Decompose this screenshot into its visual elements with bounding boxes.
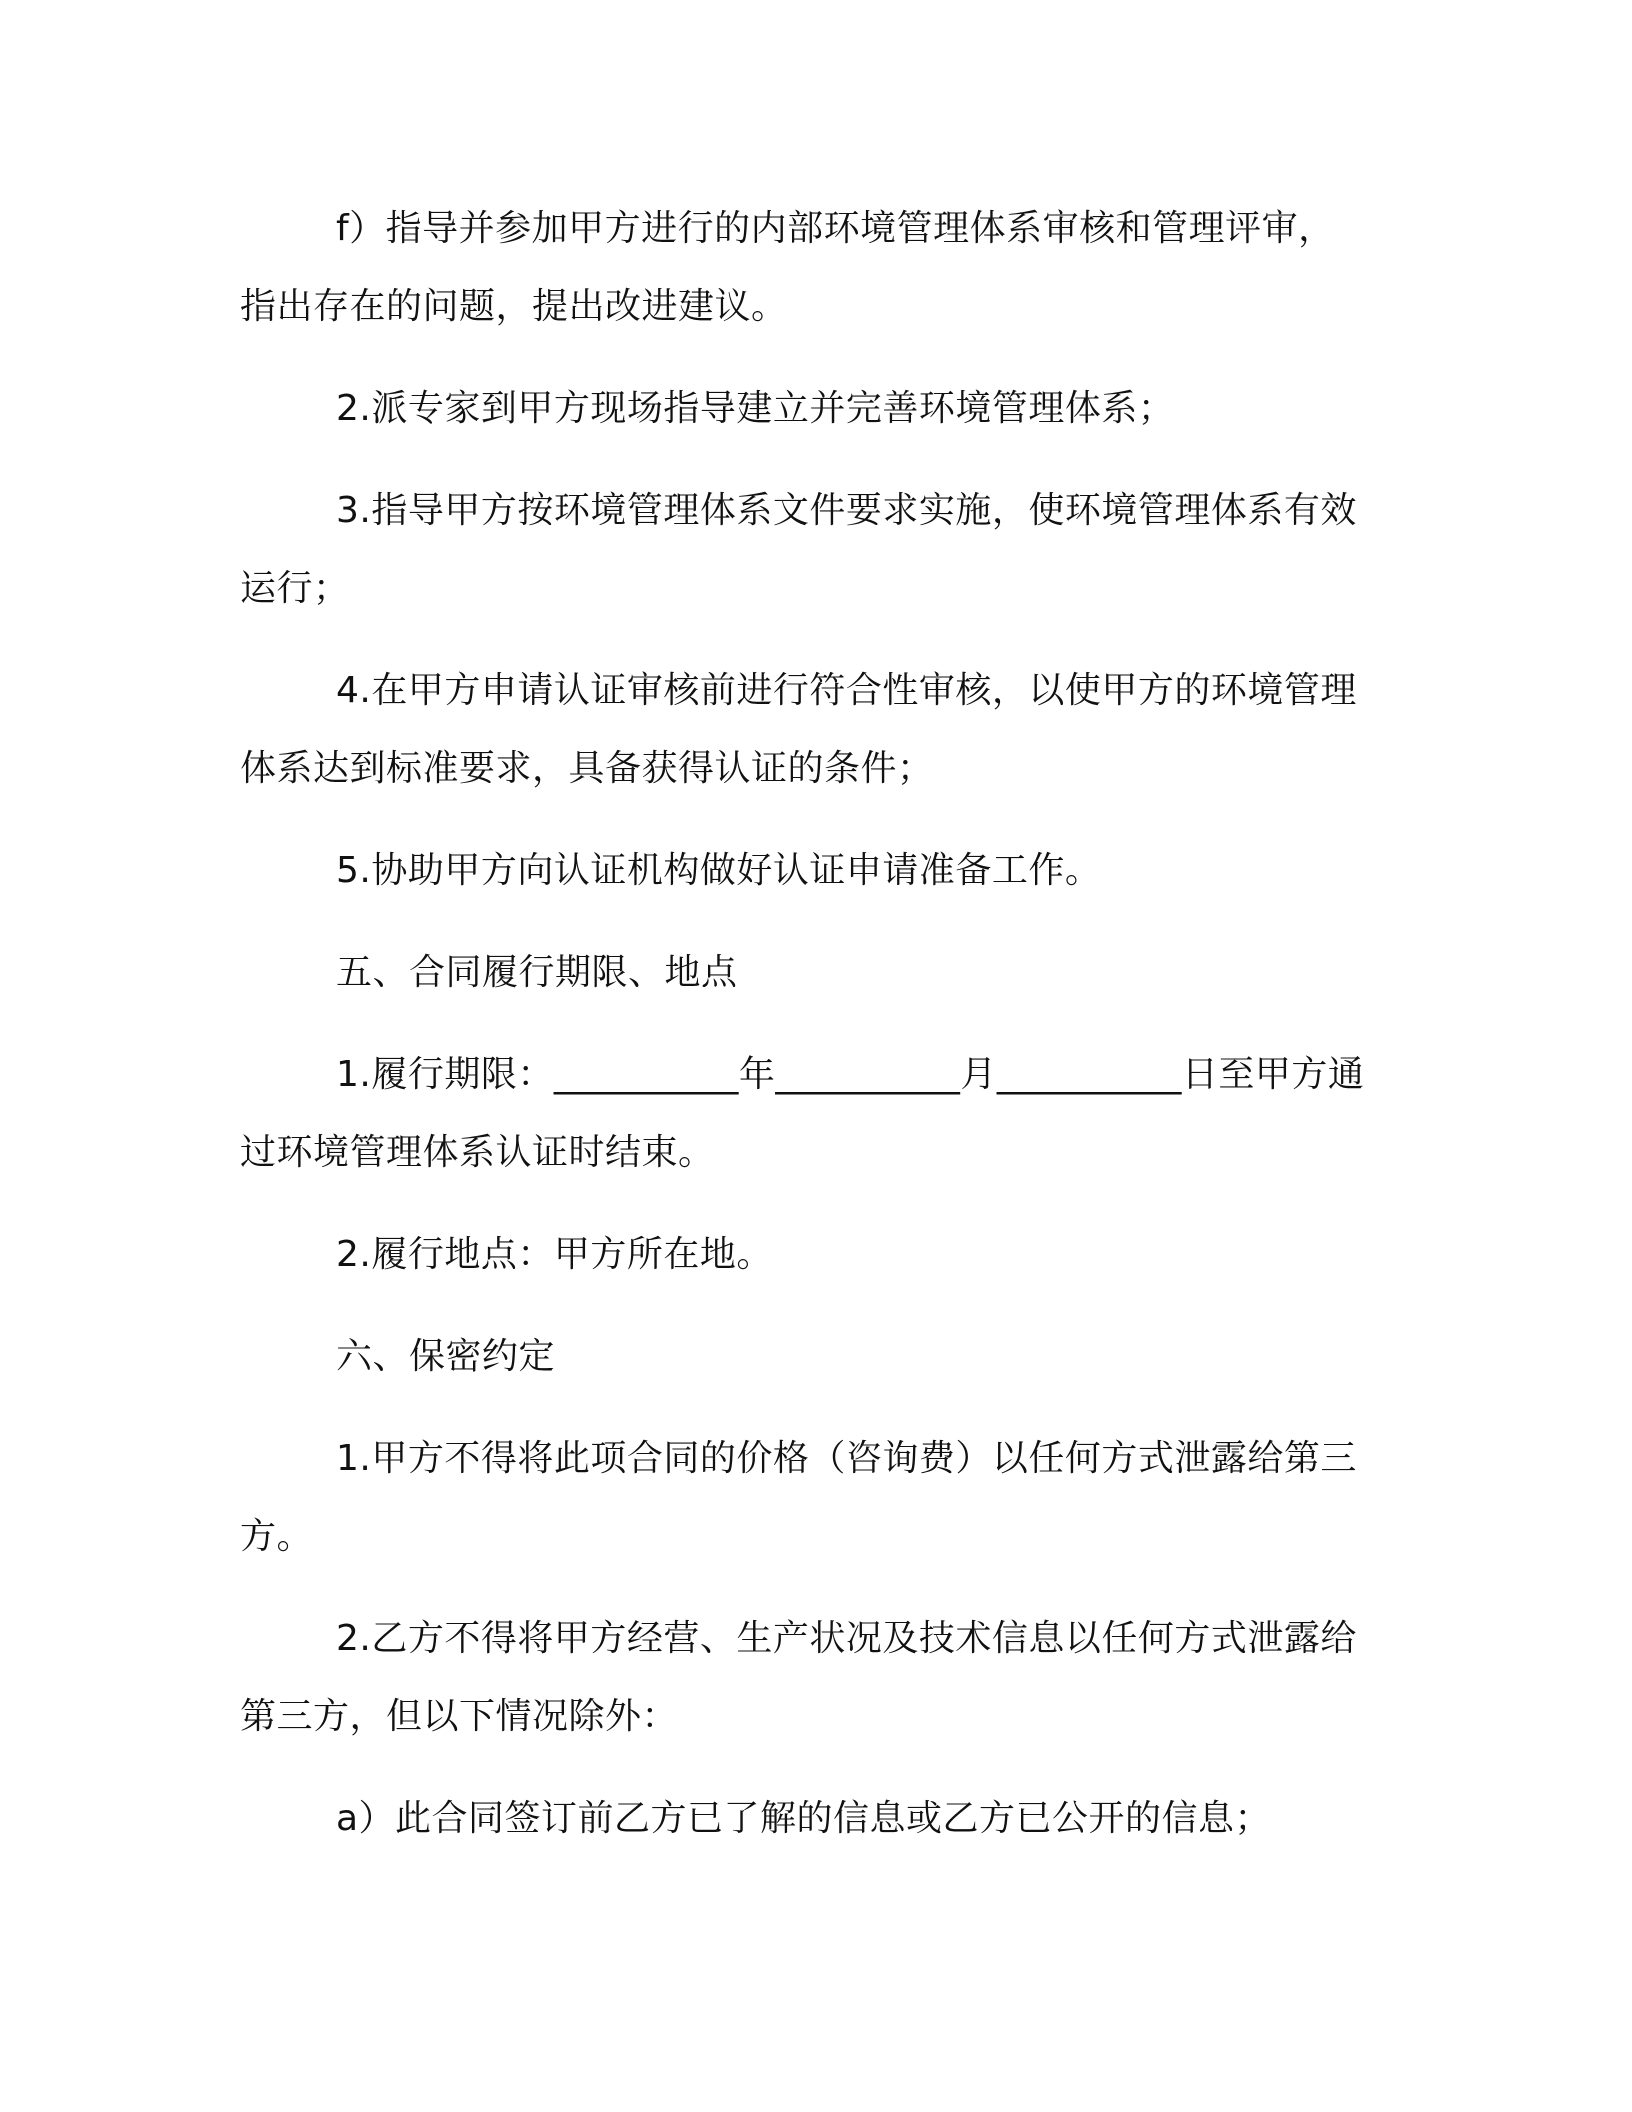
- paragraph-item-5-assist: 5.协助甲方向认证机构做好认证申请准备工作。: [336, 850, 1102, 891]
- paragraph-item-3-implement: 3.指导甲方按环境管理体系文件要求实施，使环境管理体系有效运行；: [240, 490, 1357, 609]
- paragraph-confidentiality-a: a）此合同签订前乙方已了解的信息或乙方已公开的信息；: [336, 1798, 1272, 1839]
- document-body: [240, 190, 1370, 1882]
- paragraph-location: 2.履行地点：甲方所在地。: [336, 1234, 773, 1275]
- paragraph-item-2-expert: 2.派专家到甲方现场指导建立并完善环境管理体系；: [336, 388, 1175, 429]
- paragraph-item-4-audit: 4.在甲方申请认证审核前进行符合性审核，以使甲方的环境管理体系达到标准要求，具备获得认证的条件；: [240, 670, 1357, 789]
- section-heading-confidentiality: 六、保密约定: [336, 1336, 556, 1377]
- section-heading-term-location: 五、合同履行期限、地点: [336, 952, 738, 993]
- paragraph-term: 1.履行期限：__________年__________月__________日至甲方通过环境管理体系认证时结束。: [240, 1054, 1365, 1173]
- paragraph-confidentiality-2: 2.乙方不得将甲方经营、生产状况及技术信息以任何方式泄露给第三方，但以下情况除外：: [240, 1618, 1357, 1737]
- paragraph-item-f: f）指导并参加甲方进行的内部环境管理体系审核和管理评审，指出存在的问题，提出改进建议。: [240, 208, 1335, 327]
- paragraph-confidentiality-1: 1.甲方不得将此项合同的价格（咨询费）以任何方式泄露给第三方。: [240, 1438, 1357, 1557]
